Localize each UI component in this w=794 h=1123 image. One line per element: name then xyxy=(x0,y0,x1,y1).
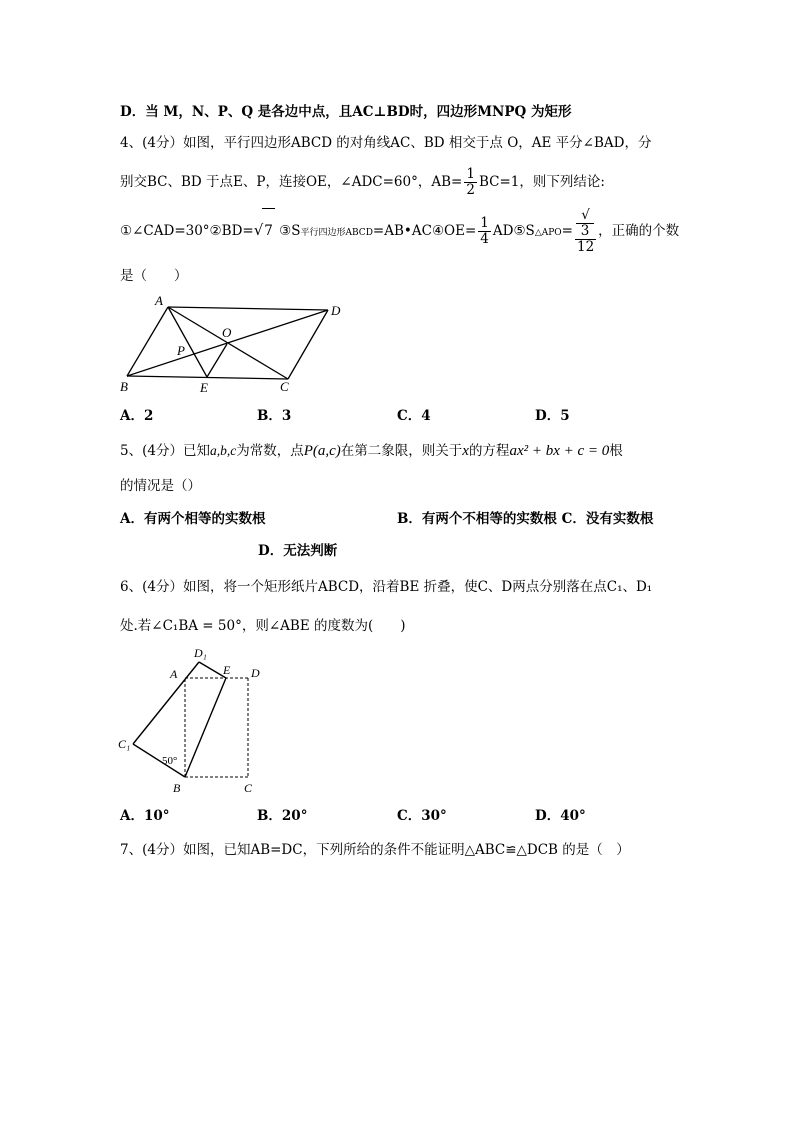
q6-label-d1: D₁ xyxy=(194,646,207,660)
q4-stem-line2-b: BC=1，则下列结论: xyxy=(478,174,605,190)
q4-equals: = xyxy=(561,223,573,239)
q4-stem-line2 xyxy=(120,162,605,202)
q4-segment-ae xyxy=(168,307,207,377)
q4-option-a: A．2 xyxy=(120,408,154,424)
q5-equation: ax² + bx + c = 0 xyxy=(509,443,610,459)
q5-vars: a,b,c xyxy=(209,443,237,458)
q4-conclusions: ①∠CAD=30°②BD=√7 ③S平行四边形ABCD=AB•AC④OE= $\frac{1}{4}$ AD⑤S△APO= √ 3 12 ，正确的个数 xyxy=(120,207,680,255)
q4-fraction-half: $\frac{1}{2}$ xyxy=(466,166,475,198)
q4-sqrt7: 7 xyxy=(262,208,275,253)
q6-stem-line2: 处.若∠C₁BA = 50°，则∠ABE 的度数为( ) xyxy=(120,618,406,634)
q6-option-c: C．30° xyxy=(397,808,447,824)
q4-edge-dc xyxy=(288,310,328,379)
q6-edge-c1d1 xyxy=(133,662,199,744)
q4-edge-ad xyxy=(168,307,328,310)
q4-label-p: P xyxy=(177,343,185,358)
q4-conclusion-3: ③S xyxy=(279,223,301,239)
q4-sub-triangle: △APO xyxy=(534,228,562,238)
q4-conclusion-3b: =AB•AC④OE= xyxy=(372,223,477,239)
q6-option-a: A．10° xyxy=(120,808,170,824)
q5-point: P(a,c) xyxy=(303,443,341,459)
q4-sub-parallelogram: 平行四边形ABCD xyxy=(300,228,373,238)
q6-stem-line1: 6、(4分）如图，将一个矩形纸片ABCD，沿着BE 折叠，使C、D两点分别落在点C₁、D₁ xyxy=(120,579,653,595)
q4-label-e: E xyxy=(200,380,208,395)
q4-label-b: B xyxy=(120,379,128,394)
q5-option-a: A．有两个相等的实数根 xyxy=(120,511,266,527)
q4-label-c: C xyxy=(280,379,289,394)
q6-label-b: B xyxy=(173,781,181,795)
q5-var-x: x xyxy=(462,443,469,459)
q6-label-d: D xyxy=(251,666,260,680)
q5-stem-line2: 的情况是（） xyxy=(120,478,201,494)
q5-stem-line1 xyxy=(120,441,623,461)
q5-stem-a: 5、(4分）已知 xyxy=(120,443,210,459)
q4-option-b: B．3 xyxy=(257,408,292,424)
q4-diagonal-bd xyxy=(127,310,328,376)
q4-edge-ba xyxy=(127,307,168,376)
q4-stem-line1: 4、(4分）如图，平行四边形ABCD 的对角线AC、BD 相交于点 O，AE 平分∠BAD，分 xyxy=(120,135,652,151)
q4-label-o: O xyxy=(222,325,232,340)
q4-label-d: D xyxy=(331,303,341,318)
q4-stem-line2-a: 别交BC、BD 于点E、P，连接OE，∠ADC=60°，AB= xyxy=(120,174,463,190)
q6-label-a: A xyxy=(170,667,178,681)
q6-fold-be xyxy=(185,678,226,777)
q5-stem-e: 根 xyxy=(609,443,623,459)
q4-option-c: C．4 xyxy=(397,408,431,424)
q4-stem-end: 是（ ） xyxy=(120,268,188,284)
q4-parallelogram-figure xyxy=(110,290,360,400)
q6-option-d: D．40° xyxy=(535,808,586,824)
q6-label-e: E xyxy=(223,663,231,677)
q6-label-c1: C₁ xyxy=(118,737,131,751)
q5-stem-c: 在第二象限，则关于 xyxy=(340,443,463,459)
q4-label-a: A xyxy=(155,293,163,308)
q4-fraction-sqrt3-12: √ 3 12 xyxy=(576,207,595,255)
q5-option-b-c: B．有两个不相等的实数根 C．没有实数根 xyxy=(397,511,654,527)
q4-conclusion-5: AD⑤S xyxy=(492,223,535,239)
q4-fraction-quarter: $\frac{1}{4}$ xyxy=(480,215,489,247)
q3-option-d: D．当 M，N、P、Q 是各边中点，且AC⊥BD时，四边形MNPQ 为矩形 xyxy=(120,104,572,120)
q4-conclusion-tail: ，正确的个数 xyxy=(598,223,680,239)
q4-option-d: D．5 xyxy=(535,408,570,424)
q5-option-d: D．无法判断 xyxy=(258,543,338,559)
q7-stem: 7、(4分）如图，已知AB=DC，下列所给的条件不能证明△ABC≌△DCB 的是（ ） xyxy=(120,842,630,858)
q4-conclusion-1-2: ①∠CAD=30°②BD= xyxy=(120,223,254,239)
q6-fold-figure xyxy=(110,640,280,800)
q6-edge-d1e xyxy=(199,662,226,678)
q6-label-c: C xyxy=(244,781,253,795)
q6-angle-label: 50° xyxy=(162,755,178,767)
q5-stem-d: 的方程 xyxy=(468,443,510,459)
q5-stem-b: 为常数，点 xyxy=(236,443,304,459)
q6-option-b: B．20° xyxy=(257,808,308,824)
